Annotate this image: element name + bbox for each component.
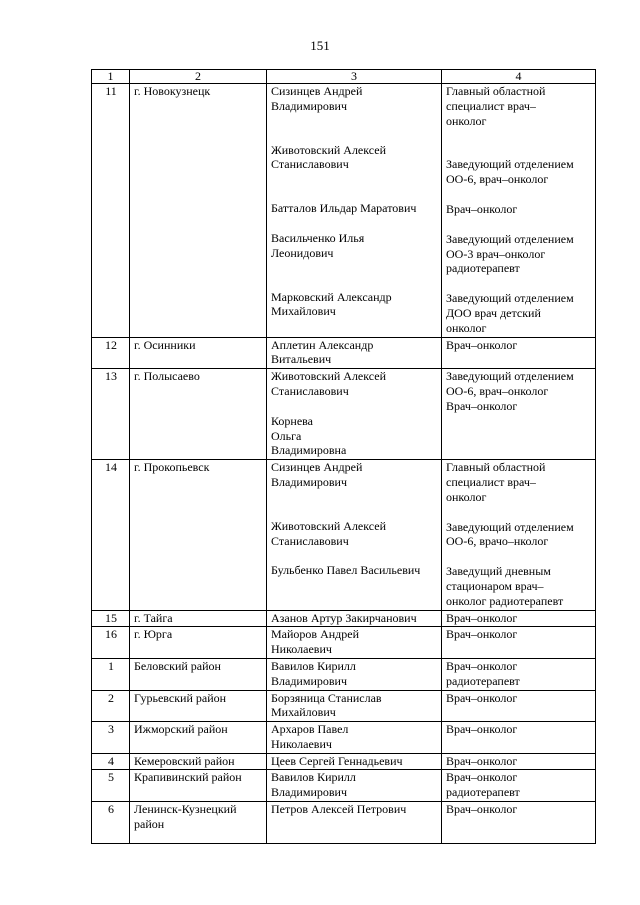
spacer: [271, 216, 438, 231]
person-line: Вавилов Кирилл: [271, 658, 356, 673]
person-line: Владимирович: [271, 673, 347, 688]
position-line: Заведующий отделением: [446, 157, 574, 172]
position-line: онколог: [446, 320, 487, 335]
spacer: [446, 217, 592, 232]
position-cell: [442, 753, 596, 770]
person-line: Васильченко Илья: [271, 230, 365, 245]
position-line: ОО-6, врач–онколог: [446, 383, 549, 398]
position-cell: [442, 460, 596, 610]
person-line: Николаевич: [271, 736, 332, 751]
place-cell: Кемеровский район: [130, 753, 267, 770]
position-cell: [442, 610, 596, 627]
person-line: Архаров Павел: [271, 722, 349, 737]
position-entry: [446, 722, 592, 737]
table-row: [92, 658, 596, 690]
row-number: 15: [92, 610, 130, 627]
position-line: Заведущий дневным: [446, 564, 551, 579]
spacer: [271, 172, 438, 201]
position-entry: [446, 520, 592, 550]
row-number: 3: [92, 722, 130, 754]
position-line: онколог радиотерапевт: [446, 593, 564, 608]
position-entry: [446, 84, 592, 128]
position-line: Заведующий отделением: [446, 231, 574, 246]
person-entry: [271, 691, 438, 721]
place-cell: г. Прокопьевск: [130, 460, 267, 610]
spacer: [446, 505, 592, 520]
position-entry: [446, 202, 592, 217]
person-entry: [271, 290, 438, 320]
person-cell: [267, 690, 442, 722]
person-entry: [271, 231, 438, 261]
header-cell-4: 4: [442, 70, 596, 84]
person-line: Цеев Сергей Геннадьевич: [271, 753, 403, 768]
person-cell: [267, 627, 442, 659]
position-line: Заведующий отделением: [446, 369, 574, 384]
header-row: [92, 70, 596, 84]
place-cell: г. Новокузнецк: [130, 84, 267, 338]
position-line: радиотерапевт: [446, 261, 520, 276]
position-line: Врач–онколог: [446, 627, 518, 642]
position-line: Врач–онколог: [446, 201, 518, 216]
header-cell-3: 3: [267, 70, 442, 84]
spacer: [446, 549, 592, 564]
position-cell: [442, 658, 596, 690]
position-line: Врач–онколог: [446, 753, 518, 768]
position-cell: [442, 369, 596, 460]
position-entry: [446, 291, 592, 335]
person-line: Петров Алексей Петрович: [271, 802, 407, 817]
position-entry: [446, 691, 592, 706]
position-line: специалист врач–: [446, 474, 536, 489]
person-line: Станиславович: [271, 157, 349, 172]
spacer: [271, 548, 438, 563]
table-row: [92, 627, 596, 659]
person-cell: [267, 658, 442, 690]
person-line: Владимирович: [271, 474, 347, 489]
person-entry: [271, 722, 438, 752]
person-line: Сизинцев Андрей: [271, 84, 363, 98]
position-line: радиотерапевт: [446, 673, 520, 688]
position-line: Заведующий отделением: [446, 291, 574, 306]
position-cell: [442, 802, 596, 844]
person-cell: [267, 753, 442, 770]
place-cell: Крапивинский район: [130, 770, 267, 802]
row-number: 14: [92, 460, 130, 610]
place-cell: Ижморский район: [130, 722, 267, 754]
position-line: Главный областной: [446, 460, 546, 475]
spacer: [271, 399, 438, 414]
position-entry: [446, 369, 592, 413]
position-cell: [442, 84, 596, 338]
person-entry: [271, 84, 438, 114]
person-cell: [267, 460, 442, 610]
position-entry: [446, 770, 592, 800]
person-cell: [267, 337, 442, 369]
person-line: Майоров Андрей: [271, 627, 360, 642]
person-line: Батталов Ильдар Маратович: [271, 201, 417, 216]
position-line: Врач–онколог: [446, 770, 518, 785]
spacer: [271, 261, 438, 290]
person-line: Михайлович: [271, 705, 336, 720]
person-line: Владимировна: [271, 443, 347, 458]
position-line: Врач–онколог: [446, 398, 518, 413]
person-line: Станиславович: [271, 533, 349, 548]
place-cell: Гурьевский район: [130, 690, 267, 722]
table-row: [92, 770, 596, 802]
person-entry: [271, 369, 438, 399]
person-line: Сизинцев Андрей: [271, 460, 363, 475]
person-entry: [271, 627, 438, 657]
position-line: онколог: [446, 113, 487, 128]
person-cell: [267, 722, 442, 754]
person-line: Станиславович: [271, 383, 349, 398]
position-line: стационаром врач–: [446, 578, 544, 593]
row-number: 5: [92, 770, 130, 802]
place-cell: г. Юрга: [130, 627, 267, 659]
position-entry: [446, 754, 592, 769]
person-entry: [271, 143, 438, 173]
person-cell: [267, 369, 442, 460]
person-entry: [271, 659, 438, 689]
person-entry: [271, 460, 438, 490]
position-line: Врач–онколог: [446, 658, 518, 673]
position-line: специалист врач–: [446, 98, 536, 113]
person-line: Ольга: [271, 428, 302, 443]
position-line: Врач–онколог: [446, 802, 518, 817]
person-line: Вавилов Кирилл: [271, 770, 356, 785]
position-line: ОО-6, врачо–нколог: [446, 534, 549, 549]
person-line: Азанов Артур Закирчанович: [271, 610, 417, 625]
person-cell: [267, 84, 442, 338]
position-line: ОО-6, врач–онколог: [446, 172, 549, 187]
table-row: [92, 84, 596, 338]
position-cell: [442, 722, 596, 754]
position-cell: [442, 337, 596, 369]
table-row: [92, 610, 596, 627]
row-number: 1: [92, 658, 130, 690]
position-entry: [446, 564, 592, 608]
person-entry: [271, 802, 438, 817]
position-line: Заведующий отделением: [446, 519, 574, 534]
position-line: ОО-3 врач–онколог: [446, 246, 546, 261]
position-cell: [442, 770, 596, 802]
person-entry: [271, 201, 438, 216]
table-row: [92, 722, 596, 754]
table-row: [92, 337, 596, 369]
position-line: ДОО врач детский: [446, 305, 541, 320]
row-number: 12: [92, 337, 130, 369]
person-line: Марковский Александр: [271, 289, 392, 304]
spacer: [271, 114, 438, 143]
table-row: [92, 690, 596, 722]
person-entry: [271, 519, 438, 549]
position-line: Врач–онколог: [446, 722, 518, 737]
person-cell: [267, 802, 442, 844]
person-entry: [271, 563, 438, 578]
position-cell: [442, 690, 596, 722]
person-line: Леонидович: [271, 245, 334, 260]
spacer: [446, 128, 592, 157]
position-entry: [446, 659, 592, 689]
person-cell: [267, 770, 442, 802]
spacer: [271, 490, 438, 519]
person-entry: [271, 338, 438, 368]
person-cell: [267, 610, 442, 627]
header-cell-1: 1: [92, 70, 130, 84]
person-line: Животовский Алексей: [271, 518, 387, 533]
person-entry: [271, 414, 438, 458]
table-row: [92, 369, 596, 460]
place-cell: Беловский район: [130, 658, 267, 690]
person-line: Бульбенко Павел Васильевич: [271, 563, 421, 578]
position-entry: [446, 460, 592, 504]
table-body: [92, 70, 596, 844]
person-entry: [271, 770, 438, 800]
header-cell-2: 2: [130, 70, 267, 84]
person-entry: [271, 754, 438, 769]
row-number: 16: [92, 627, 130, 659]
person-line: Николаевич: [271, 642, 332, 657]
row-number: 4: [92, 753, 130, 770]
page-number: 151: [310, 38, 330, 53]
person-line: Аплетин Александр: [271, 337, 374, 352]
position-entry: [446, 802, 592, 817]
table-row: [92, 460, 596, 610]
place-cell: Ленинск-Кузнецкий район: [130, 802, 267, 844]
person-line: Животовский Алексей: [271, 142, 387, 157]
position-line: радиотерапевт: [446, 785, 520, 800]
position-cell: [442, 627, 596, 659]
position-line: Врач–онколог: [446, 337, 518, 352]
position-entry: [446, 611, 592, 626]
person-line: Михайлович: [271, 304, 336, 319]
person-line: Владимирович: [271, 785, 347, 800]
place-cell: г. Осинники: [130, 337, 267, 369]
person-line: Животовский Алексей: [271, 369, 387, 384]
spacer: [446, 187, 592, 202]
person-line: Витальевич: [271, 352, 332, 367]
table-row: [92, 753, 596, 770]
row-number: 6: [92, 802, 130, 844]
position-line: Главный областной: [446, 84, 546, 98]
position-line: Врач–онколог: [446, 690, 518, 705]
position-entry: [446, 627, 592, 642]
person-line: Корнева: [271, 413, 313, 428]
table-row: [92, 802, 596, 844]
person-entry: [271, 611, 438, 626]
position-line: Врач–онколог: [446, 610, 518, 625]
specialists-table: [91, 69, 596, 844]
row-number: 2: [92, 690, 130, 722]
position-entry: [446, 157, 592, 187]
place-cell: г. Тайга: [130, 610, 267, 627]
position-entry: [446, 338, 592, 353]
place-cell: г. Полысаево: [130, 369, 267, 460]
position-entry: [446, 232, 592, 276]
spacer: [446, 276, 592, 291]
person-line: Борзяница Станислав: [271, 690, 382, 705]
person-line: Владимирович: [271, 98, 347, 113]
position-line: онколог: [446, 489, 487, 504]
row-number: 11: [92, 84, 130, 338]
row-number: 13: [92, 369, 130, 460]
